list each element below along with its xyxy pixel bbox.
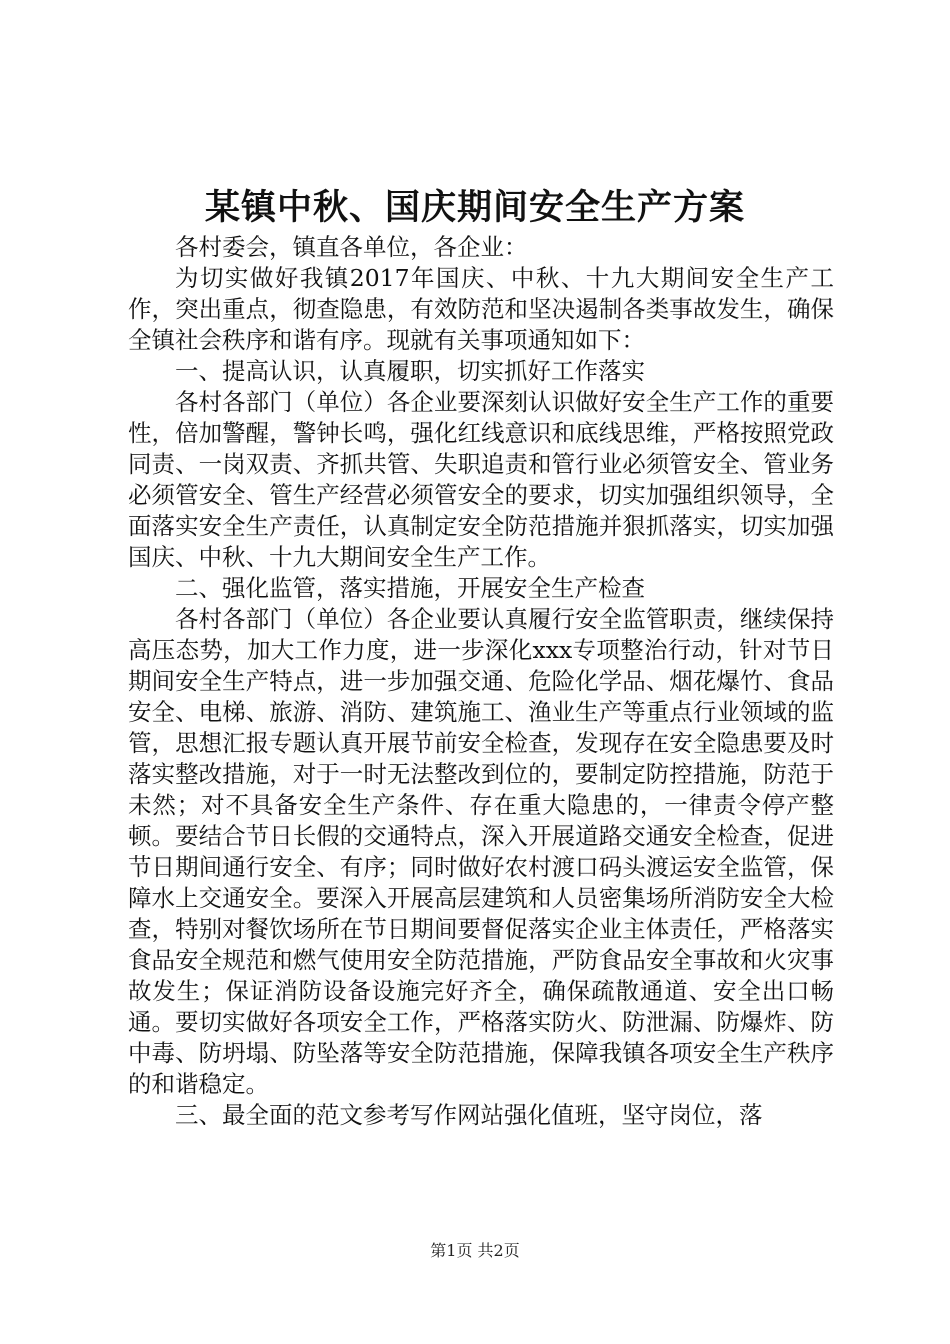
- section-heading-1: 一、提高认识，认真履职，切实抓好工作落实: [175, 357, 645, 385]
- document-body: [128, 232, 834, 1131]
- page-footer: 第1页 共2页: [430, 1241, 520, 1260]
- salutation: 各村委会，镇直各单位，各企业：: [175, 233, 528, 261]
- section-body-2: 各村各部门（单位）各企业要认真履行安全监管职责，继续保持高压态势，加大工作力度，进一步深化xxx专项整治行动，针对节日期间安全生产特点，进一步加强交通、危险化学品、烟花爆竹、食品安全、电梯、旅游、消防、建筑施工、渔业生产等重点行业领域的监管，思想汇报专题认真开展节前安全检查，发现存在安全隐患要及时落实整改措施，对于一时无法整改到位的，要制定防控措施，防范于未然；对不具备安全生产条件、存在重大隐患的，一律责令停产整顿。要结合节日长假的交通特点，深入开展道路交通安全检查，促进节日期间通行安全、有序；同时做好农村渡口码头渡运安全监管，保障水上交通安全。要深入开展高层建筑和人员密集场所消防安全大检查，特别对餐饮场所在节日期间要督促落实企业主体责任，严格落实食品安全规范和燃气使用安全防范措施，严防食品安全事故和火灾事故发生；保证消防设备设施完好齐全，确保疏散通道、安全出口畅通。要切实做好各项安全工作，严格落实防火、防泄漏、防爆炸、防中毒、防坍塌、防坠落等安全防范措施，保障我镇各项安全生产秩序的和谐稳定。: [128, 605, 834, 1098]
- intro-paragraph: 为切实做好我镇2017年国庆、中秋、十九大期间安全生产工作，突出重点，彻查隐患，有效防范和坚决遏制各类事故发生，确保全镇社会秩序和谐有序。现就有关事项通知如下：: [128, 264, 834, 354]
- section-heading-3: 三、最全面的范文参考写作网站强化值班，坚守岗位，落: [175, 1101, 763, 1129]
- section-body-1: 各村各部门（单位）各企业要深刻认识做好安全生产工作的重要性，倍加警醒，警钟长鸣，强化红线意识和底线思维，严格按照党政同责、一岗双责、齐抓共管、失职追责和管行业必须管安全、管业务必须管安全、管生产经营必须管安全的要求，切实加强组织领导，全面落实安全生产责任，认真制定安全防范措施并狠抓落实，切实加强国庆、中秋、十九大期间安全生产工作。: [128, 388, 834, 571]
- page-title: 某镇中秋、国庆期间安全生产方案: [204, 187, 745, 228]
- section-heading-2: 二、强化监管，落实措施，开展安全生产检查: [175, 574, 645, 602]
